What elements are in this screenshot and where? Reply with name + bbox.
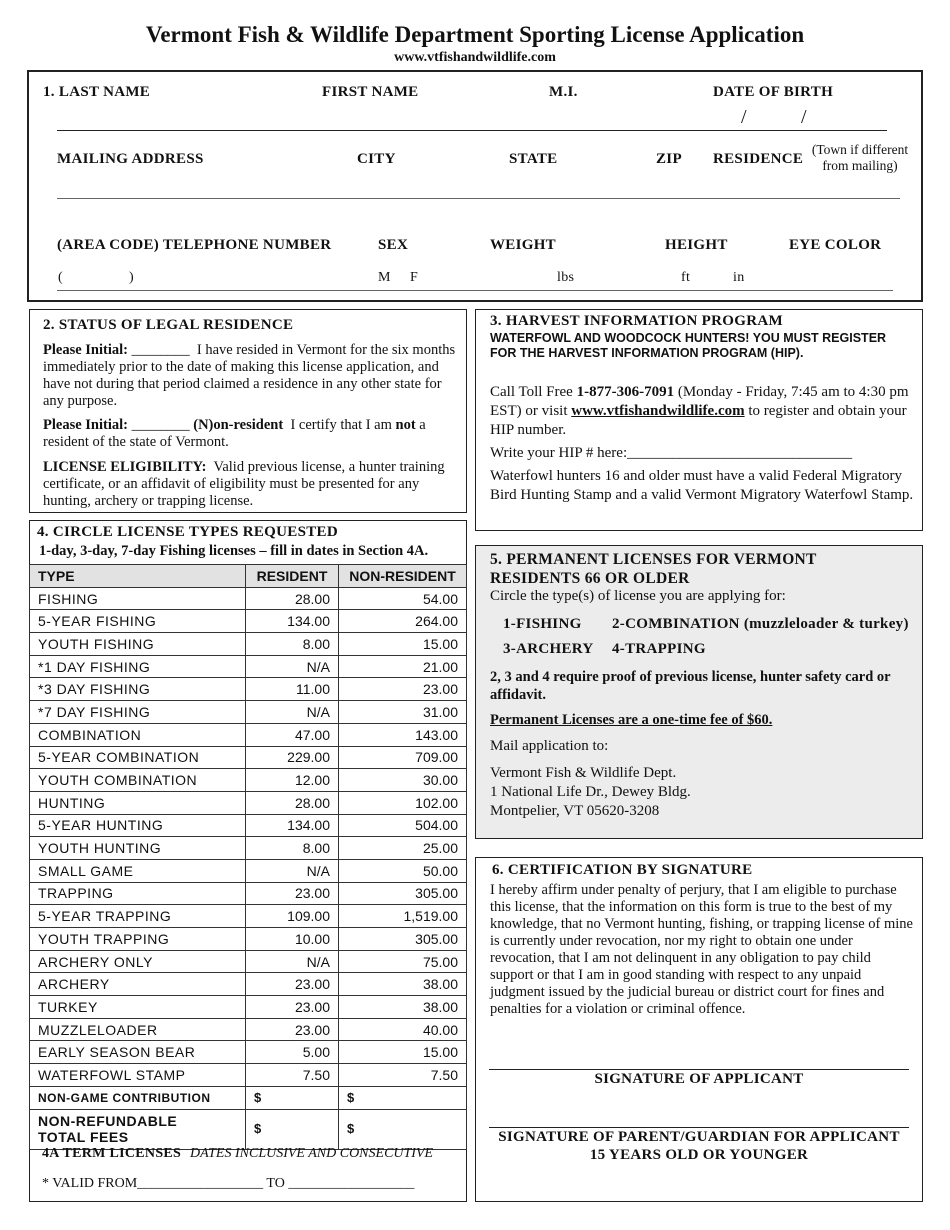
sex-option-f[interactable]: F — [410, 270, 419, 285]
parent-signature-line[interactable] — [489, 1127, 909, 1128]
resident-fee: N/A — [246, 950, 339, 973]
last-name-label: 1. LAST NAME — [43, 84, 151, 100]
area-code-open: ( — [58, 270, 63, 285]
column-header-nonresident: NON-RESIDENT — [339, 565, 467, 588]
address-line-3: Montpelier, VT 05620-3208 — [490, 803, 660, 819]
nonresident-fee: 38.00 — [339, 973, 467, 996]
license-row[interactable] — [30, 814, 467, 837]
permanent-fee-note: Permanent Licenses are a one-time fee of $60. — [490, 712, 773, 728]
initial-blank-2[interactable]: ________ — [131, 417, 190, 433]
resident-fee: 23.00 — [246, 1018, 339, 1041]
nonresident-fee: 305.00 — [339, 928, 467, 951]
mailing-address-block — [490, 764, 915, 821]
nongame-nonresident-amount[interactable]: $ — [339, 1086, 467, 1109]
resident-fee: 134.00 — [246, 814, 339, 837]
nonresident-fee: 38.00 — [339, 996, 467, 1019]
license-type: *1 DAY FISHING — [30, 655, 246, 678]
certification-text: I hereby affirm under penalty of perjury, that I am eligible to purchase this license, that the information on this form is true to the best of my knowledge, that no Vermont hunting, fishing, or trapping license of mine is currently under revocation, nor my right to obtain one under revocation, that I am not delinquent in any obligation to pay child support or that I am in good standing with respect to any unpaid judgment issued by the judicial bureau or district court for fines and penalties for a violation or criminal offence. — [490, 882, 913, 1017]
license-type: *3 DAY FISHING — [30, 678, 246, 701]
dob-separator-2: / — [801, 106, 807, 128]
license-row[interactable] — [30, 791, 467, 814]
nonresident-fee: 305.00 — [339, 882, 467, 905]
license-type: YOUTH FISHING — [30, 633, 246, 656]
resident-fee: 229.00 — [246, 746, 339, 769]
resident-fee: 8.00 — [246, 633, 339, 656]
nonresident-fee: 15.00 — [339, 633, 467, 656]
column-header-resident: RESIDENT — [246, 565, 339, 588]
license-row[interactable] — [30, 859, 467, 882]
column-header-type: TYPE — [30, 565, 246, 588]
nonresident-fee: 1,519.00 — [339, 905, 467, 928]
license-type: WATERFOWL STAMP — [30, 1064, 246, 1087]
license-type: 5-YEAR FISHING — [30, 610, 246, 633]
license-row[interactable] — [30, 950, 467, 973]
address-line-1: Vermont Fish & Wildlife Dept. — [490, 765, 677, 781]
height-label: HEIGHT — [665, 237, 728, 253]
stamp-note: Waterfowl hunters 16 and older must have a valid Federal Migratory Bird Hunting Stamp and a valid Vermont Migratory Waterfowl Stamp. — [490, 468, 914, 503]
section-6-heading: 6. CERTIFICATION BY SIGNATURE — [492, 862, 753, 878]
nonresident-text-b: a resident of the state of Vermont. — [43, 417, 426, 450]
city-label: CITY — [357, 151, 396, 167]
section-2-heading: 2. STATUS OF LEGAL RESIDENCE — [43, 317, 294, 333]
hip-call-info — [490, 383, 915, 440]
license-row[interactable] — [30, 837, 467, 860]
total-nonresident-amount[interactable]: $ — [339, 1109, 467, 1149]
license-row[interactable] — [30, 655, 467, 678]
resident-fee: N/A — [246, 701, 339, 724]
nonresident-fee: 102.00 — [339, 791, 467, 814]
nonresident-fee: 50.00 — [339, 859, 467, 882]
height-unit-ft: ft — [681, 270, 691, 285]
resident-fee: 23.00 — [246, 882, 339, 905]
eligibility-note — [43, 459, 458, 510]
mailing-address-label: MAILING ADDRESS — [57, 151, 204, 167]
license-type: 5-YEAR COMBINATION — [30, 746, 246, 769]
hip-phone-number: 1-877-306-7091 — [576, 384, 675, 400]
sex-option-m[interactable]: M — [378, 270, 391, 285]
residence-statement — [43, 342, 458, 410]
total-label-line-1: NON-REFUNDABLE — [38, 1113, 178, 1129]
valid-from-field[interactable]: * VALID FROM__________________ TO __________________ — [42, 1176, 415, 1191]
license-row[interactable] — [30, 1064, 467, 1087]
circle-instructions: Circle the type(s) of license you are applying for: — [490, 588, 786, 604]
dob-label: DATE OF BIRTH — [713, 84, 834, 100]
resident-fee: N/A — [246, 655, 339, 678]
total-fees-label — [30, 1109, 246, 1149]
resident-fee: 10.00 — [246, 928, 339, 951]
proof-requirement: 2, 3 and 4 require proof of previous license, hunter safety card or affidavit. — [490, 669, 891, 703]
license-row[interactable] — [30, 723, 467, 746]
license-row[interactable] — [30, 1018, 467, 1041]
name-entry-line[interactable] — [57, 130, 887, 131]
resident-fee: 28.00 — [246, 587, 339, 610]
resident-fee: 109.00 — [246, 905, 339, 928]
first-name-label: FIRST NAME — [322, 84, 419, 100]
residence-label: RESIDENCE — [713, 151, 804, 167]
nongame-resident-amount[interactable]: $ — [246, 1086, 339, 1109]
license-type: EARLY SEASON BEAR — [30, 1041, 246, 1064]
call-text-a: Call Toll Free — [490, 384, 573, 400]
parent-signature-label-2: 15 YEARS OLD OR YOUNGER — [589, 1147, 809, 1163]
permanent-option-trapping[interactable]: 4-TRAPPING — [612, 641, 706, 657]
license-type: TURKEY — [30, 996, 246, 1019]
resident-fee: 11.00 — [246, 678, 339, 701]
nonresident-fee: 40.00 — [339, 1018, 467, 1041]
nonresident-not: not — [395, 417, 416, 433]
telephone-label: (AREA CODE) TELEPHONE NUMBER — [57, 237, 332, 253]
license-type: HUNTING — [30, 791, 246, 814]
resident-fee: 5.00 — [246, 1041, 339, 1064]
hip-warning: WATERFOWL AND WOODCOCK HUNTERS! YOU MUST REGISTER FOR THE HARVEST INFORMATION PROGRAM (HIP). — [490, 331, 887, 360]
residence-note: (Town if different from mailing) — [811, 142, 909, 173]
nonresident-fee: 264.00 — [339, 610, 467, 633]
initial-blank-1[interactable]: ________ — [131, 342, 190, 358]
nonresident-fee: 23.00 — [339, 678, 467, 701]
term-licenses-label: 4A TERM LICENSES — [42, 1146, 182, 1161]
page-title: Vermont Fish & Wildlife Department Sporting License Application — [145, 22, 805, 47]
eligibility-label: LICENSE ELIGIBILITY: — [43, 459, 207, 475]
zip-label: ZIP — [656, 151, 682, 167]
nonresident-fee: 504.00 — [339, 814, 467, 837]
eligibility-text: Valid previous license, a hunter training certificate, or an affidavit of eligibility must be presented for any hunting, archery or trapping license. — [43, 459, 445, 509]
section-3-heading: 3. HARVEST INFORMATION PROGRAM — [490, 313, 783, 329]
license-type: SMALL GAME — [30, 859, 246, 882]
nonresident-fee: 75.00 — [339, 950, 467, 973]
license-type: YOUTH TRAPPING — [30, 928, 246, 951]
license-type: 5-YEAR HUNTING — [30, 814, 246, 837]
nonresident-label: (N)on-resident — [193, 417, 284, 433]
nonresident-fee: 7.50 — [339, 1064, 467, 1087]
header-url: www.vtfishandwildlife.com — [394, 50, 556, 65]
nonresident-fee: 54.00 — [339, 587, 467, 610]
license-type: COMBINATION — [30, 723, 246, 746]
license-type: MUZZLELOADER — [30, 1018, 246, 1041]
license-row[interactable] — [30, 1041, 467, 1064]
license-fee-table — [29, 564, 467, 1150]
nonresident-fee: 709.00 — [339, 746, 467, 769]
state-label: STATE — [509, 151, 558, 167]
nonresident-fee: 31.00 — [339, 701, 467, 724]
resident-fee: 7.50 — [246, 1064, 339, 1087]
license-row[interactable] — [30, 610, 467, 633]
license-row[interactable] — [30, 996, 467, 1019]
license-type: FISHING — [30, 587, 246, 610]
resident-fee: 47.00 — [246, 723, 339, 746]
nonresident-fee: 21.00 — [339, 655, 467, 678]
nongame-row — [30, 1086, 467, 1109]
nongame-label: NON-GAME CONTRIBUTION — [30, 1086, 246, 1109]
license-type: TRAPPING — [30, 882, 246, 905]
permanent-option-combination[interactable]: 2-COMBINATION (muzzleloader & turkey) — [612, 616, 909, 632]
weight-label: WEIGHT — [490, 237, 556, 253]
nonresident-fee: 15.00 — [339, 1041, 467, 1064]
initial-label-1: Please Initial: — [43, 342, 128, 358]
applicant-signature-line[interactable] — [489, 1069, 909, 1070]
address-entry-line[interactable] — [57, 198, 900, 199]
license-row[interactable] — [30, 928, 467, 951]
resident-fee: 12.00 — [246, 769, 339, 792]
call-text-c: to register and obtain your HIP number. — [490, 403, 907, 438]
total-resident-amount[interactable]: $ — [246, 1109, 339, 1149]
weight-unit: lbs — [557, 270, 575, 285]
parent-signature-label-1: SIGNATURE OF PARENT/GUARDIAN FOR APPLICANT — [498, 1129, 900, 1145]
resident-fee: 134.00 — [246, 610, 339, 633]
license-row[interactable] — [30, 746, 467, 769]
resident-fee: 23.00 — [246, 973, 339, 996]
total-fees-row — [30, 1109, 467, 1149]
nonresident-fee: 143.00 — [339, 723, 467, 746]
license-type: ARCHERY — [30, 973, 246, 996]
nonresident-fee: 30.00 — [339, 769, 467, 792]
hip-website-link[interactable]: www.vtfishandwildlife.com — [571, 403, 745, 419]
phone-entry-line[interactable] — [57, 290, 893, 291]
license-row[interactable] — [30, 701, 467, 724]
initial-label-2: Please Initial: — [43, 417, 128, 433]
hip-number-field[interactable]: Write your HIP # here:______________________________ — [490, 445, 853, 461]
applicant-signature-label: SIGNATURE OF APPLICANT — [594, 1071, 804, 1087]
license-row[interactable] — [30, 905, 467, 928]
total-label-line-2: TOTAL FEES — [38, 1129, 129, 1145]
sex-label: SEX — [378, 237, 409, 253]
license-type: 5-YEAR TRAPPING — [30, 905, 246, 928]
residence-statement-text: I have resided in Vermont for the six months immediately prior to the date of making this license application, and have not during that period claimed a residence in any other state for any purpose. — [43, 342, 456, 409]
permanent-option-fishing[interactable]: 1-FISHING — [503, 616, 582, 632]
term-licenses-note: DATES INCLUSIVE AND CONSECUTIVE — [190, 1146, 434, 1161]
nonresident-statement — [43, 417, 458, 451]
nonresident-fee: 25.00 — [339, 837, 467, 860]
area-code-close: ) — [129, 270, 134, 285]
section-5-heading: 5. PERMANENT LICENSES FOR VERMONT RESIDENTS 66 OR OLDER — [490, 551, 817, 587]
dob-separator-1: / — [741, 106, 747, 128]
address-line-2: 1 National Life Dr., Dewey Bldg. — [490, 784, 691, 800]
resident-fee: 28.00 — [246, 791, 339, 814]
permanent-option-archery[interactable]: 3-ARCHERY — [503, 641, 594, 657]
nonresident-text-a: I certify that I am — [290, 417, 392, 433]
height-unit-in: in — [733, 270, 745, 285]
license-table-body — [30, 587, 467, 1086]
license-row[interactable] — [30, 882, 467, 905]
license-row[interactable] — [30, 678, 467, 701]
license-type: YOUTH COMBINATION — [30, 769, 246, 792]
section-4-subheading: 1-day, 3-day, 7-day Fishing licenses – fill in dates in Section 4A. — [39, 543, 429, 559]
resident-fee: 8.00 — [246, 837, 339, 860]
eye-color-label: EYE COLOR — [789, 237, 882, 253]
section-1-personal-info — [27, 70, 923, 302]
license-row[interactable] — [30, 633, 467, 656]
license-type: YOUTH HUNTING — [30, 837, 246, 860]
section-4-heading: 4. CIRCLE LICENSE TYPES REQUESTED — [37, 524, 338, 540]
license-row[interactable] — [30, 973, 467, 996]
license-type: ARCHERY ONLY — [30, 950, 246, 973]
license-row[interactable] — [30, 587, 467, 610]
call-text-b: (Monday - Friday, 7:45 am to 4:30 pm EST) or visit — [490, 384, 909, 419]
mail-instructions: Mail application to: — [490, 738, 609, 754]
mi-label: M.I. — [549, 84, 578, 100]
resident-fee: N/A — [246, 859, 339, 882]
license-type: *7 DAY FISHING — [30, 701, 246, 724]
license-row[interactable] — [30, 769, 467, 792]
resident-fee: 23.00 — [246, 996, 339, 1019]
table-header-row — [30, 565, 467, 588]
